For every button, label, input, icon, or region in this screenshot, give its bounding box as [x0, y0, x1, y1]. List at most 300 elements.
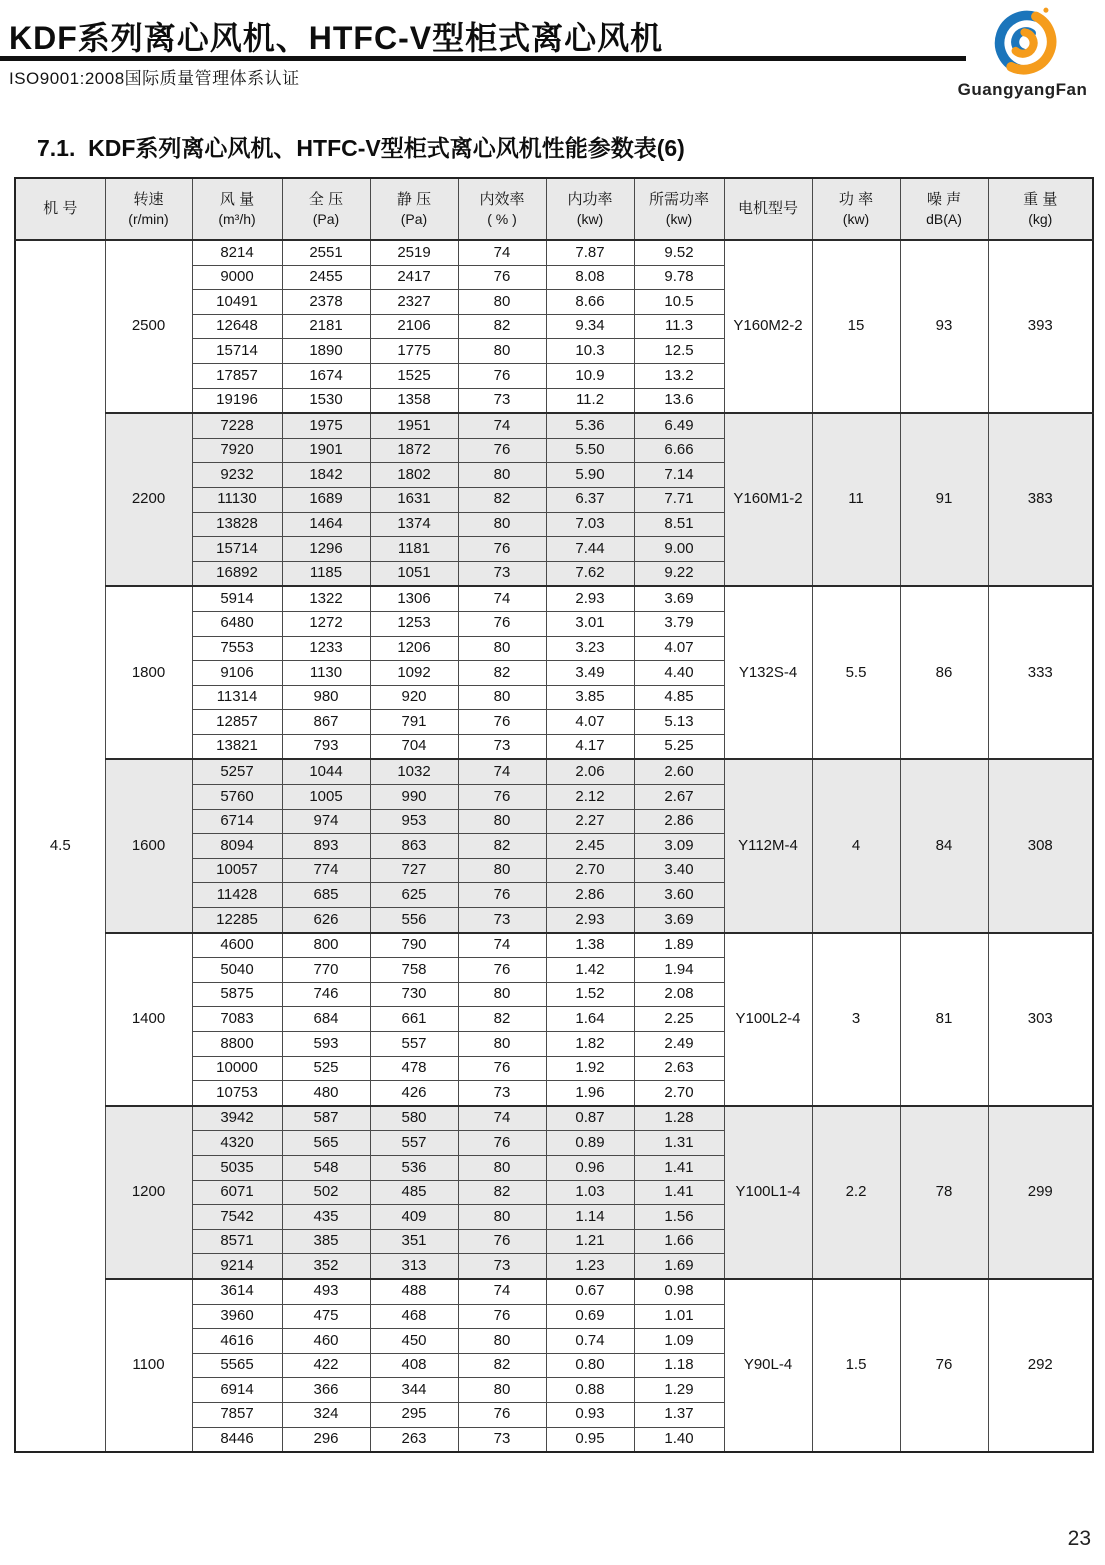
cell-static-pressure: 863: [370, 834, 458, 859]
cell-flow: 3942: [192, 1106, 282, 1131]
cell-total-pressure: 587: [282, 1106, 370, 1131]
cell-flow: 9106: [192, 661, 282, 686]
cell-required-power: 1.41: [634, 1155, 724, 1180]
cell-efficiency: 80: [458, 290, 546, 315]
cell-flow: 9214: [192, 1254, 282, 1279]
cell-required-power: 1.09: [634, 1329, 724, 1354]
cell-total-pressure: 626: [282, 908, 370, 933]
cell-internal-power: 2.12: [546, 785, 634, 810]
cell-internal-power: 2.86: [546, 883, 634, 908]
cell-required-power: 6.49: [634, 413, 724, 438]
motor-power-cell: 5.5: [812, 586, 900, 759]
cell-efficiency: 80: [458, 982, 546, 1007]
cell-efficiency: 82: [458, 1353, 546, 1378]
cell-flow: 13821: [192, 734, 282, 759]
cell-total-pressure: 1233: [282, 636, 370, 661]
cell-required-power: 1.94: [634, 958, 724, 983]
cell-total-pressure: 525: [282, 1056, 370, 1081]
cell-flow: 10000: [192, 1056, 282, 1081]
cell-efficiency: 76: [458, 265, 546, 290]
table-row: [15, 240, 1093, 265]
noise-cell: 91: [900, 413, 988, 586]
speed-cell: 2500: [105, 240, 192, 413]
cell-required-power: 1.89: [634, 933, 724, 958]
cell-efficiency: 80: [458, 1378, 546, 1403]
column-header-3: 全 压 (Pa): [282, 178, 370, 240]
cell-required-power: 9.52: [634, 240, 724, 265]
cell-flow: 7920: [192, 438, 282, 463]
cell-internal-power: 4.17: [546, 734, 634, 759]
cell-internal-power: 0.80: [546, 1353, 634, 1378]
weight-cell: 308: [988, 759, 1093, 932]
cell-total-pressure: 685: [282, 883, 370, 908]
speed-cell: 2200: [105, 413, 192, 586]
cell-flow: 8214: [192, 240, 282, 265]
cell-static-pressure: 661: [370, 1007, 458, 1032]
cell-internal-power: 10.3: [546, 339, 634, 364]
cell-static-pressure: 1032: [370, 759, 458, 784]
cell-efficiency: 82: [458, 1007, 546, 1032]
cell-required-power: 2.08: [634, 982, 724, 1007]
cell-static-pressure: 791: [370, 710, 458, 735]
section-title: 7.1. KDF系列离心风机、HTFC-V型柜式离心风机性能参数表(6): [37, 135, 685, 161]
cell-internal-power: 5.50: [546, 438, 634, 463]
cell-efficiency: 73: [458, 561, 546, 586]
cell-static-pressure: 2327: [370, 290, 458, 315]
cell-required-power: 8.51: [634, 512, 724, 537]
cell-total-pressure: 1890: [282, 339, 370, 364]
cell-efficiency: 76: [458, 611, 546, 636]
motor-power-cell: 4: [812, 759, 900, 932]
cell-static-pressure: 2417: [370, 265, 458, 290]
cell-required-power: 9.00: [634, 537, 724, 562]
cell-required-power: 2.63: [634, 1056, 724, 1081]
cell-flow: 11428: [192, 883, 282, 908]
noise-cell: 78: [900, 1106, 988, 1279]
cell-efficiency: 73: [458, 388, 546, 413]
cell-internal-power: 5.36: [546, 413, 634, 438]
noise-cell: 86: [900, 586, 988, 759]
column-header-6: 内功率 (kw): [546, 178, 634, 240]
cell-total-pressure: 1185: [282, 561, 370, 586]
cell-flow: 9000: [192, 265, 282, 290]
weight-cell: 383: [988, 413, 1093, 586]
cell-internal-power: 1.92: [546, 1056, 634, 1081]
cell-internal-power: 7.44: [546, 537, 634, 562]
noise-cell: 81: [900, 933, 988, 1106]
cell-internal-power: 10.9: [546, 363, 634, 388]
cell-efficiency: 74: [458, 933, 546, 958]
cell-internal-power: 0.67: [546, 1279, 634, 1304]
cell-total-pressure: 593: [282, 1032, 370, 1057]
cell-static-pressure: 580: [370, 1106, 458, 1131]
cell-internal-power: 2.27: [546, 809, 634, 834]
column-header-9: 功 率 (kw): [812, 178, 900, 240]
cell-flow: 19196: [192, 388, 282, 413]
cell-internal-power: 1.03: [546, 1180, 634, 1205]
cell-static-pressure: 344: [370, 1378, 458, 1403]
cell-total-pressure: 2378: [282, 290, 370, 315]
cell-static-pressure: 556: [370, 908, 458, 933]
cell-static-pressure: 1206: [370, 636, 458, 661]
cell-efficiency: 74: [458, 413, 546, 438]
cell-efficiency: 76: [458, 537, 546, 562]
column-header-8: 电机型号: [724, 178, 812, 240]
column-header-2: 风 量 (m³/h): [192, 178, 282, 240]
cell-total-pressure: 352: [282, 1254, 370, 1279]
cell-total-pressure: 548: [282, 1155, 370, 1180]
cell-efficiency: 73: [458, 734, 546, 759]
weight-cell: 333: [988, 586, 1093, 759]
column-header-0: 机 号: [15, 178, 105, 240]
cell-internal-power: 2.45: [546, 834, 634, 859]
performance-table-wrap: [14, 177, 1092, 1453]
table-row: [15, 586, 1093, 611]
cell-total-pressure: 684: [282, 1007, 370, 1032]
cell-efficiency: 74: [458, 586, 546, 611]
cell-total-pressure: 1464: [282, 512, 370, 537]
table-row: [15, 1279, 1093, 1304]
cell-total-pressure: 565: [282, 1131, 370, 1156]
motor-model-cell: Y132S-4: [724, 586, 812, 759]
cell-total-pressure: 460: [282, 1329, 370, 1354]
cell-required-power: 1.66: [634, 1229, 724, 1254]
cell-efficiency: 74: [458, 1279, 546, 1304]
cell-efficiency: 76: [458, 785, 546, 810]
speed-cell: 1100: [105, 1279, 192, 1452]
table-header-row: [15, 178, 1093, 240]
cell-required-power: 13.2: [634, 363, 724, 388]
cell-internal-power: 0.87: [546, 1106, 634, 1131]
cell-static-pressure: 1092: [370, 661, 458, 686]
cell-total-pressure: 793: [282, 734, 370, 759]
cell-flow: 17857: [192, 363, 282, 388]
cell-flow: 10491: [192, 290, 282, 315]
cell-static-pressure: 1358: [370, 388, 458, 413]
cell-total-pressure: 502: [282, 1180, 370, 1205]
cell-required-power: 10.5: [634, 290, 724, 315]
cell-required-power: 2.25: [634, 1007, 724, 1032]
noise-cell: 84: [900, 759, 988, 932]
cell-efficiency: 80: [458, 1155, 546, 1180]
speed-cell: 1800: [105, 586, 192, 759]
cell-internal-power: 1.21: [546, 1229, 634, 1254]
cell-static-pressure: 920: [370, 685, 458, 710]
cell-total-pressure: 1901: [282, 438, 370, 463]
cell-internal-power: 2.93: [546, 908, 634, 933]
column-header-7: 所需功率 (kw): [634, 178, 724, 240]
cell-efficiency: 82: [458, 834, 546, 859]
cell-required-power: 1.41: [634, 1180, 724, 1205]
cell-required-power: 2.49: [634, 1032, 724, 1057]
motor-model-cell: Y160M1-2: [724, 413, 812, 586]
cell-internal-power: 0.96: [546, 1155, 634, 1180]
cell-static-pressure: 1181: [370, 537, 458, 562]
cell-static-pressure: 727: [370, 858, 458, 883]
cell-internal-power: 1.42: [546, 958, 634, 983]
cell-internal-power: 11.2: [546, 388, 634, 413]
cell-flow: 10753: [192, 1081, 282, 1106]
cell-required-power: 9.78: [634, 265, 724, 290]
logo-text: GuangyangFan: [957, 80, 1088, 99]
cell-total-pressure: 2551: [282, 240, 370, 265]
cell-flow: 8571: [192, 1229, 282, 1254]
cell-static-pressure: 704: [370, 734, 458, 759]
cell-efficiency: 80: [458, 512, 546, 537]
cell-internal-power: 1.38: [546, 933, 634, 958]
cell-flow: 6914: [192, 1378, 282, 1403]
cell-internal-power: 1.64: [546, 1007, 634, 1032]
cell-total-pressure: 1674: [282, 363, 370, 388]
cell-total-pressure: 2455: [282, 265, 370, 290]
cell-total-pressure: 1130: [282, 661, 370, 686]
cell-static-pressure: 450: [370, 1329, 458, 1354]
cell-static-pressure: 2106: [370, 314, 458, 339]
cell-required-power: 13.6: [634, 388, 724, 413]
cell-flow: 5040: [192, 958, 282, 983]
cell-static-pressure: 478: [370, 1056, 458, 1081]
cell-flow: 7083: [192, 1007, 282, 1032]
cell-internal-power: 3.23: [546, 636, 634, 661]
column-header-10: 噪 声 dB(A): [900, 178, 988, 240]
cell-required-power: 4.40: [634, 661, 724, 686]
motor-model-cell: Y100L2-4: [724, 933, 812, 1106]
cell-efficiency: 80: [458, 636, 546, 661]
cell-total-pressure: 893: [282, 834, 370, 859]
cell-internal-power: 1.14: [546, 1205, 634, 1230]
cell-flow: 5035: [192, 1155, 282, 1180]
cell-efficiency: 76: [458, 438, 546, 463]
cell-total-pressure: 422: [282, 1353, 370, 1378]
cell-efficiency: 73: [458, 1254, 546, 1279]
cell-required-power: 1.31: [634, 1131, 724, 1156]
cell-flow: 15714: [192, 339, 282, 364]
speed-cell: 1600: [105, 759, 192, 932]
cell-efficiency: 80: [458, 1329, 546, 1354]
cell-static-pressure: 409: [370, 1205, 458, 1230]
cell-static-pressure: 1802: [370, 463, 458, 488]
cell-internal-power: 0.93: [546, 1402, 634, 1427]
cell-internal-power: 1.23: [546, 1254, 634, 1279]
cell-internal-power: 3.49: [546, 661, 634, 686]
motor-model-cell: Y100L1-4: [724, 1106, 812, 1279]
cell-internal-power: 5.90: [546, 463, 634, 488]
cell-internal-power: 7.03: [546, 512, 634, 537]
motor-power-cell: 2.2: [812, 1106, 900, 1279]
cell-efficiency: 73: [458, 1081, 546, 1106]
cell-total-pressure: 324: [282, 1402, 370, 1427]
cell-internal-power: 2.93: [546, 586, 634, 611]
cell-internal-power: 7.62: [546, 561, 634, 586]
cell-static-pressure: 426: [370, 1081, 458, 1106]
cell-required-power: 2.86: [634, 809, 724, 834]
cell-static-pressure: 313: [370, 1254, 458, 1279]
cell-efficiency: 76: [458, 1056, 546, 1081]
cell-flow: 12285: [192, 908, 282, 933]
cell-static-pressure: 295: [370, 1402, 458, 1427]
cell-required-power: 1.56: [634, 1205, 724, 1230]
cell-total-pressure: 1005: [282, 785, 370, 810]
cell-efficiency: 82: [458, 661, 546, 686]
cell-flow: 8800: [192, 1032, 282, 1057]
cell-static-pressure: 408: [370, 1353, 458, 1378]
cell-flow: 3960: [192, 1304, 282, 1329]
cell-efficiency: 76: [458, 1229, 546, 1254]
cell-flow: 7553: [192, 636, 282, 661]
cell-efficiency: 80: [458, 1205, 546, 1230]
table-row: [15, 933, 1093, 958]
cell-required-power: 3.09: [634, 834, 724, 859]
cell-flow: 4600: [192, 933, 282, 958]
motor-power-cell: 11: [812, 413, 900, 586]
cell-flow: 12648: [192, 314, 282, 339]
cell-required-power: 1.40: [634, 1427, 724, 1452]
cell-static-pressure: 536: [370, 1155, 458, 1180]
cell-internal-power: 3.01: [546, 611, 634, 636]
cell-internal-power: 7.87: [546, 240, 634, 265]
cell-internal-power: 3.85: [546, 685, 634, 710]
cell-required-power: 9.22: [634, 561, 724, 586]
motor-model-cell: Y160M2-2: [724, 240, 812, 413]
cell-static-pressure: 2519: [370, 240, 458, 265]
cell-internal-power: 2.06: [546, 759, 634, 784]
column-header-5: 内效率 ( % ): [458, 178, 546, 240]
cell-static-pressure: 1525: [370, 363, 458, 388]
cell-efficiency: 74: [458, 1106, 546, 1131]
cell-required-power: 5.13: [634, 710, 724, 735]
page-title: KDF系列离心风机、HTFC-V型柜式离心风机: [9, 20, 664, 56]
cell-required-power: 2.60: [634, 759, 724, 784]
cell-required-power: 5.25: [634, 734, 724, 759]
speed-cell: 1200: [105, 1106, 192, 1279]
cell-total-pressure: 800: [282, 933, 370, 958]
company-logo: [940, 5, 1105, 100]
table-row: [15, 1106, 1093, 1131]
motor-model-cell: Y90L-4: [724, 1279, 812, 1452]
cell-required-power: 12.5: [634, 339, 724, 364]
cell-static-pressure: 790: [370, 933, 458, 958]
cell-static-pressure: 1253: [370, 611, 458, 636]
cell-required-power: 1.18: [634, 1353, 724, 1378]
cell-static-pressure: 1631: [370, 487, 458, 512]
cell-total-pressure: 1530: [282, 388, 370, 413]
table-row: [15, 759, 1093, 784]
weight-cell: 299: [988, 1106, 1093, 1279]
cell-efficiency: 82: [458, 487, 546, 512]
cell-efficiency: 74: [458, 240, 546, 265]
title-divider: [0, 56, 966, 61]
motor-model-cell: Y112M-4: [724, 759, 812, 932]
cell-static-pressure: 1951: [370, 413, 458, 438]
cell-flow: 10057: [192, 858, 282, 883]
cell-total-pressure: 770: [282, 958, 370, 983]
cell-required-power: 2.70: [634, 1081, 724, 1106]
cell-static-pressure: 468: [370, 1304, 458, 1329]
cell-efficiency: 76: [458, 710, 546, 735]
cell-total-pressure: 774: [282, 858, 370, 883]
machine-no-cell: 4.5: [15, 240, 105, 1452]
cell-efficiency: 80: [458, 809, 546, 834]
cell-flow: 5257: [192, 759, 282, 784]
cell-flow: 16892: [192, 561, 282, 586]
noise-cell: 76: [900, 1279, 988, 1452]
cell-total-pressure: 435: [282, 1205, 370, 1230]
cell-efficiency: 76: [458, 1402, 546, 1427]
weight-cell: 393: [988, 240, 1093, 413]
cell-total-pressure: 974: [282, 809, 370, 834]
cell-required-power: 11.3: [634, 314, 724, 339]
cell-internal-power: 0.95: [546, 1427, 634, 1452]
cell-flow: 12857: [192, 710, 282, 735]
cell-flow: 9232: [192, 463, 282, 488]
cell-static-pressure: 557: [370, 1131, 458, 1156]
cell-efficiency: 80: [458, 339, 546, 364]
weight-cell: 292: [988, 1279, 1093, 1452]
cell-required-power: 4.07: [634, 636, 724, 661]
speed-cell: 1400: [105, 933, 192, 1106]
cell-total-pressure: 1975: [282, 413, 370, 438]
cell-internal-power: 0.74: [546, 1329, 634, 1354]
cell-total-pressure: 296: [282, 1427, 370, 1452]
cell-efficiency: 76: [458, 1304, 546, 1329]
cell-static-pressure: 1306: [370, 586, 458, 611]
performance-table: [14, 177, 1094, 1453]
cell-required-power: 3.40: [634, 858, 724, 883]
cell-total-pressure: 746: [282, 982, 370, 1007]
cell-internal-power: 4.07: [546, 710, 634, 735]
cell-total-pressure: 385: [282, 1229, 370, 1254]
cell-flow: 8446: [192, 1427, 282, 1452]
page-number: 23: [1067, 1527, 1091, 1550]
cell-flow: 4320: [192, 1131, 282, 1156]
noise-cell: 93: [900, 240, 988, 413]
cell-flow: 11130: [192, 487, 282, 512]
cell-flow: 5760: [192, 785, 282, 810]
cell-efficiency: 73: [458, 1427, 546, 1452]
cell-total-pressure: 493: [282, 1279, 370, 1304]
table-row: [15, 413, 1093, 438]
cell-flow: 5914: [192, 586, 282, 611]
column-header-4: 静 压 (Pa): [370, 178, 458, 240]
cell-flow: 3614: [192, 1279, 282, 1304]
cell-efficiency: 76: [458, 1131, 546, 1156]
cell-flow: 5875: [192, 982, 282, 1007]
cell-static-pressure: 263: [370, 1427, 458, 1452]
cell-efficiency: 80: [458, 858, 546, 883]
cell-flow: 8094: [192, 834, 282, 859]
cell-total-pressure: 1322: [282, 586, 370, 611]
cell-required-power: 3.79: [634, 611, 724, 636]
certification-text: ISO9001:2008国际质量管理体系认证: [9, 69, 300, 88]
cell-internal-power: 1.82: [546, 1032, 634, 1057]
cell-internal-power: 9.34: [546, 314, 634, 339]
cell-total-pressure: 1272: [282, 611, 370, 636]
cell-flow: 7857: [192, 1402, 282, 1427]
cell-required-power: 3.69: [634, 586, 724, 611]
cell-total-pressure: 867: [282, 710, 370, 735]
cell-total-pressure: 1842: [282, 463, 370, 488]
cell-flow: 13828: [192, 512, 282, 537]
cell-static-pressure: 488: [370, 1279, 458, 1304]
cell-required-power: 1.29: [634, 1378, 724, 1403]
cell-efficiency: 76: [458, 363, 546, 388]
cell-total-pressure: 366: [282, 1378, 370, 1403]
cell-internal-power: 1.96: [546, 1081, 634, 1106]
cell-internal-power: 0.69: [546, 1304, 634, 1329]
cell-internal-power: 6.37: [546, 487, 634, 512]
motor-power-cell: 15: [812, 240, 900, 413]
cell-required-power: 1.37: [634, 1402, 724, 1427]
